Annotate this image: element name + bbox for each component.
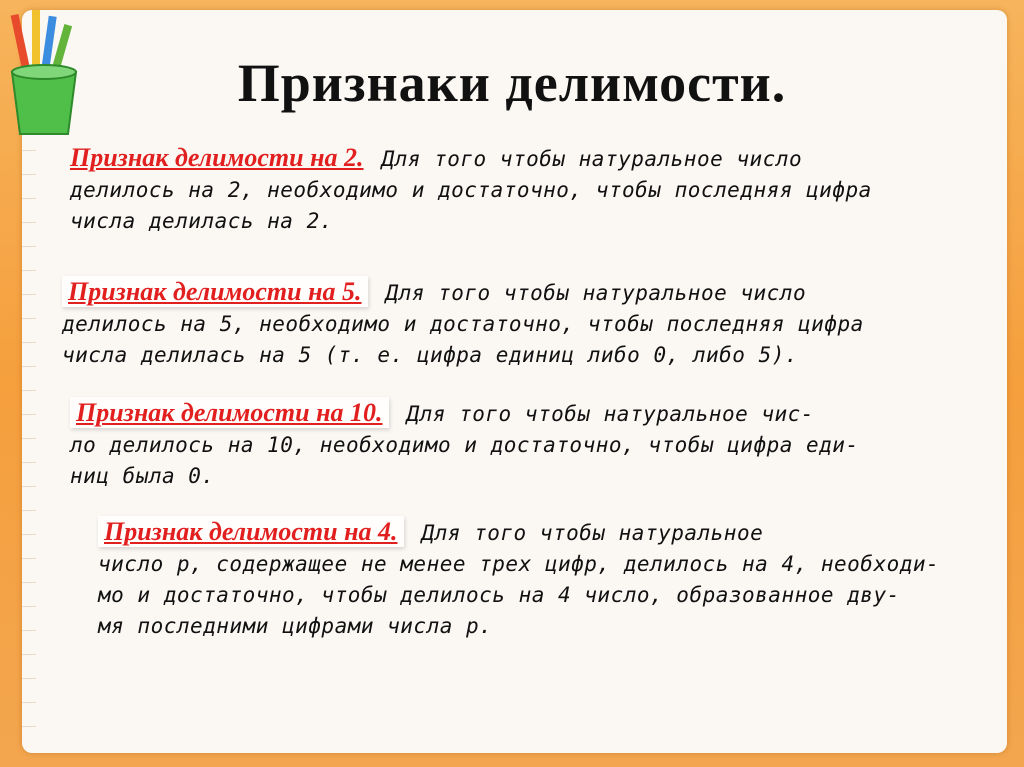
rule-label: Признак делимости на 2. bbox=[70, 143, 364, 172]
rule-block-10 bbox=[70, 397, 970, 492]
rule-text: делилось на 2, необходимо и достаточно, чтобы последняя цифра числа делилась на 2. bbox=[70, 178, 872, 233]
rule-block-5 bbox=[62, 276, 1002, 371]
slide-title: Признаки делимости. bbox=[237, 53, 787, 113]
rule-text: число p, содержащее не менее трех цифр, делилось на 4, необходи- мо и достаточно, чтобы делилось на 4 число, образованное дву- мя последними цифрами числа p. bbox=[98, 552, 940, 638]
rule-text: делилось на 5, необходимо и достаточно, чтобы последняя цифра числа делилась на 5 (т. е. цифра единиц либо 0, либо 5). bbox=[62, 312, 864, 367]
ruler-decoration bbox=[22, 150, 36, 750]
rule-label: Признак делимости на 10. bbox=[70, 397, 389, 428]
rule-text-first-line: Для того чтобы натуральное число bbox=[381, 147, 803, 171]
rule-text-first-line: Для того чтобы натуральное число bbox=[385, 281, 807, 305]
rule-block-4 bbox=[98, 516, 958, 642]
rule-label: Признак делимости на 5. bbox=[62, 276, 368, 307]
rule-text-first-line: Для того чтобы натуральное bbox=[421, 521, 764, 545]
rule-block-2 bbox=[70, 142, 1000, 237]
rule-text: ло делилось на 10, необходимо и достаточно, чтобы цифра еди- ниц была 0. bbox=[70, 433, 859, 488]
rule-text-first-line: Для того чтобы натуральное чис- bbox=[406, 402, 814, 426]
rule-label: Признак делимости на 4. bbox=[98, 516, 404, 547]
